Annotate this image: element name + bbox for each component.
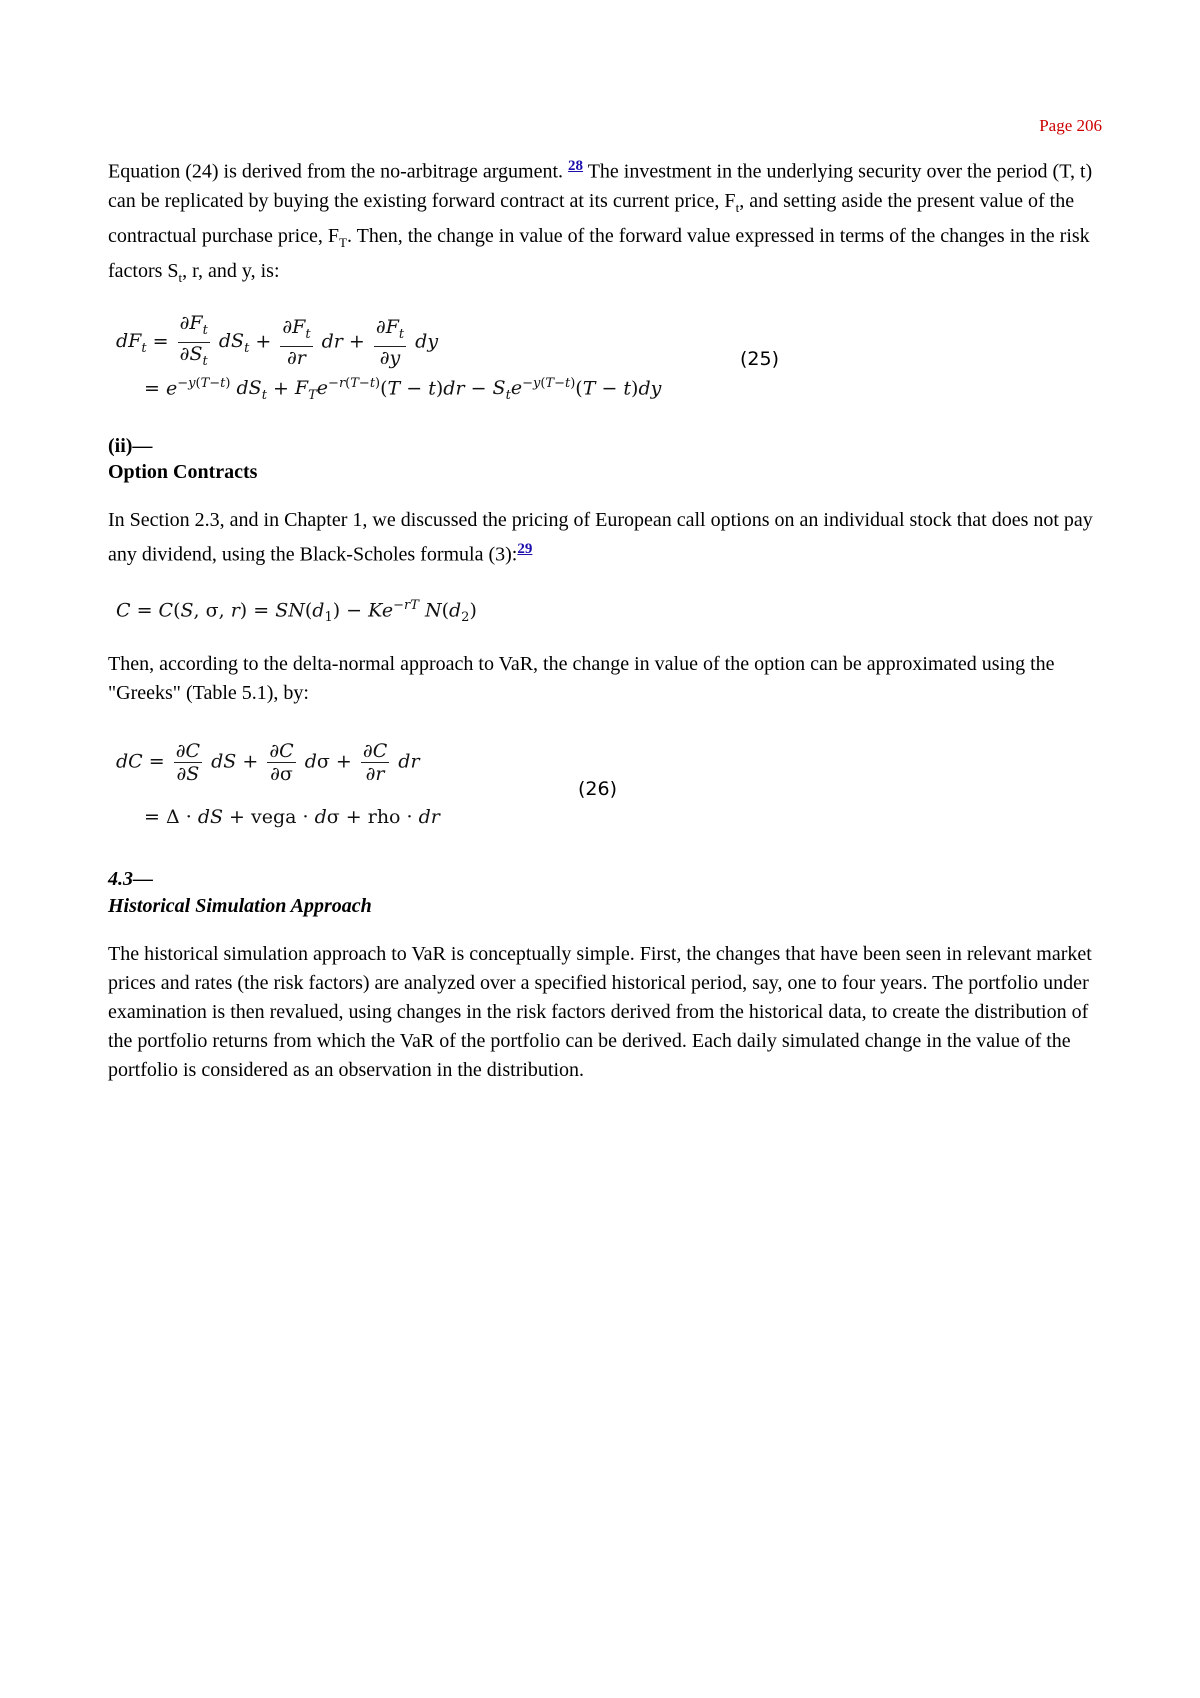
section-label-ii: (ii)—: [108, 435, 153, 457]
footnote-link-28[interactable]: 28: [568, 158, 584, 174]
section-label-4-3: 4.3—: [108, 868, 153, 890]
document-page: Page 206 Equation (24) is derived from the no-arbitrage argument. $^{28}$ The investment in the underlying security over the period (T, t) can be replicated by buying the existing forward contract at its current price, $F_t$, and setting aside the present value of the contractual purchase price, $F_T$. Then, the change in value of the forward value expressed in terms of the changes in the risk factors $S_t$, r, and y, is: $dF_t$ = $\frac{\partial F_t}{\partial S_t}$ $dS_t$ + $\frac{\partial F_t}{\partial r}$ dr + $\frac{\partial F_t}{\partial y}$ dy = $e^{-y(T-t)}$ $dS_t + F_Te^{-r(T-t)}(T - t)dr - S_te^{-y(T-t)}(T - t)dy$ (25) (ii)— Option Contracts In Section 2.3, and in Chapter 1, we discussed the pricing of European call options on an individual stock that does not pay any dividend, using the Black-Scholes formula (3):$^{29}$ C = C(S, σ, $r) = SN(d_1) - Ke^{-rT}$ $N(d_2)$ Then, according to the delta-normal approach to VaR, the change in value of the option can be approximated using the "Greeks" (Table 5.1), by: dC = $\frac{\partial C}{\partial S}$ dS + $\frac{\partial C}{\partial\sigma}$ dσ + $\frac{\partial C}{\partial r}$ dr = Δ · dS + vega · dσ + rho · dr (26) 4.3— Historical Simulation Approach The historical simulation approach to VaR is conceptually simple. First, the changes that have been seen in relevant market prices and rates (the risk factors) are analyzed over a specified historical period, say, one to four years. The portfolio under examination is then revalued, using changes in the risk factors derived from the historical data, to create the distribution of the portfolio returns from which the VaR of the portfolio can be derived. Each daily simulated change in the value of the portfolio is considered as an observation in the distribution.: [0, 0, 1200, 1698]
equation-26-line-2: = Δ · dS + vega · dσ + rho · dr: [144, 806, 440, 828]
page-number: Page 206: [1039, 116, 1102, 135]
paragraph-black-scholes: In Section 2.3, and in Chapter 1, we discussed the pricing of European call options on an individual stock that does not pay any dividend, using the Black-Scholes formula (3):$^{29}$: [108, 509, 1093, 566]
section-title-historical-simulation: Historical Simulation Approach: [108, 895, 372, 917]
paragraph-delta-normal: Then, according to the delta-normal approach to VaR, the change in value of the option can be approximated using the "Greeks" (Table 5.1), by:: [108, 653, 1055, 704]
section-title-option-contracts: Option Contracts: [108, 461, 258, 483]
equation-25-line-2: = $e^{-y(T-t)}$ $dS_t + F_Te^{-r(T-t)}(T - t)dr - S_te^{-y(T-t)}(T - t)dy$: [144, 376, 662, 404]
equation-26-line-1: dC = $\frac{\partial C}{\partial S}$ dS + $\frac{\partial C}{\partial\sigma}$ dσ + $\frac{\partial C}{\partial r}$ dr: [116, 740, 420, 785]
paragraph-historical-simulation: The historical simulation approach to VaR is conceptually simple. First, the changes that have been seen in relevant market prices and rates (the risk factors) are analyzed over a specified historical period, say, one to four years. The portfolio under examination is then revalued, using changes in the risk factors derived from the historical data, to create the distribution of the portfolio returns from which the VaR of the portfolio can be derived. Each daily simulated change in the value of the portfolio is considered as an observation in the distribution.: [108, 943, 1092, 1081]
equation-25-line-1: $dF_t$ = $\frac{\partial F_t}{\partial S_t}$ $dS_t$ + $\frac{\partial F_t}{\partial r}$ dr + $\frac{\partial F_t}{\partial y}$ dy: [116, 312, 439, 369]
footnote-link-29[interactable]: 29: [517, 541, 533, 557]
equation-26-number: (26): [578, 778, 618, 800]
equation-25-number: (25): [740, 348, 780, 370]
paragraph-forward-derivation: Equation (24) is derived from the no-arbitrage argument. $^{28}$ The investment in the underlying security over the period (T, t) can be replicated by buying the existing forward contract at its current price, $F_t$, and setting aside the present value of the contractual purchase price, $F_T$. Then, the change in value of the forward value expressed in terms of the changes in the risk factors $S_t$, r, and y, is:: [108, 158, 1093, 285]
